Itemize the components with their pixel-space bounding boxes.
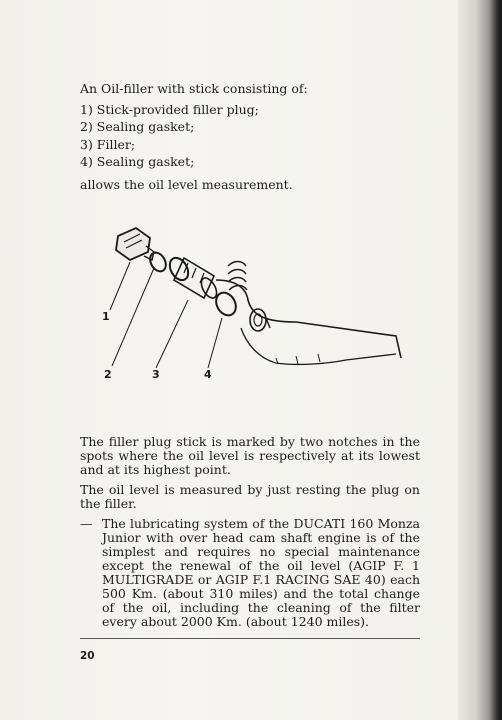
figure-label: 1: [102, 310, 110, 323]
footer-rule: [80, 638, 420, 639]
parts-list-item: 4) Sealing gasket;: [80, 154, 195, 169]
dash-marker: —: [80, 516, 93, 531]
parts-list-item: 2) Sealing gasket;: [80, 119, 195, 134]
paragraph: The filler plug stick is marked by two notches in the spots where the oil level is respectively at its lowest and at its highest point.: [80, 434, 420, 477]
paragraph: The oil level is measured by just resting the plug on the filler.: [80, 482, 420, 511]
intro-tail: allows the oil level measurement.: [80, 176, 293, 192]
oil-filler-diagram: [96, 218, 416, 388]
parts-intro: [80, 80, 420, 193]
dash-paragraph: [80, 517, 420, 629]
figure-label: 4: [204, 368, 212, 381]
figure-label: 2: [104, 368, 112, 381]
binding-edge-shadow: [458, 0, 502, 720]
parts-list-item: 3) Filler;: [80, 136, 136, 152]
parts-list: [80, 101, 420, 171]
paragraph: The lubricating system of the DUCATI 160 Monza Junior with over head cam shaft engine is of the simplest and requires no special maintenance except the renewal of the oil level (AGIP F. 1 MULTIGRADE or AGIP F.1 RACING SAE 40) each 500 Km. (about 310 miles) and the total change of the oil, including the cleaning of the filter every about 2000 Km. (about 1240 miles).: [102, 516, 420, 629]
maintenance-text: [80, 435, 420, 629]
page-number: 20: [80, 650, 95, 662]
parts-list-item: 1) Stick-provided filler plug;: [80, 101, 259, 117]
figure-label: 3: [152, 368, 160, 381]
intro-lead: An Oil-filler with stick consisting of:: [80, 81, 308, 96]
